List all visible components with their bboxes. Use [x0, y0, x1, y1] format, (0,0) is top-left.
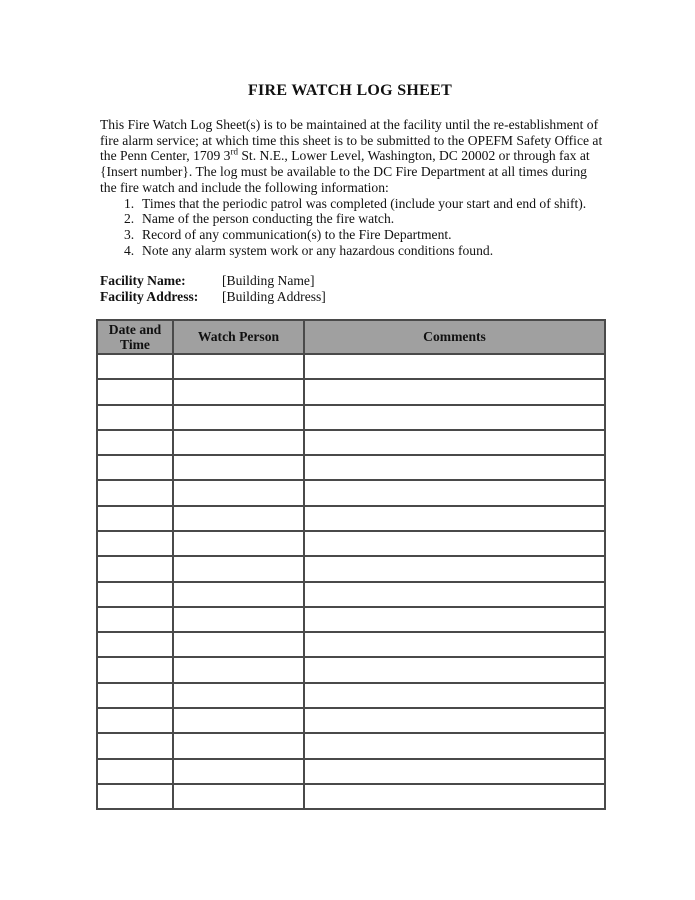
list-item-number: 1.	[124, 195, 135, 211]
list-item-number: 4.	[124, 242, 135, 258]
table-row	[97, 708, 605, 733]
cell-date-time	[97, 784, 173, 809]
intro-text-before-superscript: This Fire Watch Log Sheet(s) is to be maintained at the facility until the re-establishment of fire alarm service; at which time this sheet is to be submitted to the OPEFM Safety Office at the Penn Center, 1709 3	[100, 117, 603, 164]
cell-comments	[304, 354, 605, 379]
list-item-text: Times that the periodic patrol was completed (include your start and end of shift).	[142, 195, 587, 211]
facility-address-row	[100, 289, 604, 305]
page-title: FIRE WATCH LOG SHEET	[247, 82, 453, 99]
cell-date-time	[97, 480, 173, 505]
cell-watch-person	[173, 708, 304, 733]
cell-watch-person	[173, 784, 304, 809]
table-row	[97, 531, 605, 556]
cell-comments	[304, 480, 605, 505]
cell-date-time	[97, 531, 173, 556]
cell-watch-person	[173, 531, 304, 556]
list-item-number: 3.	[124, 226, 135, 242]
cell-watch-person	[173, 455, 304, 480]
cell-watch-person	[173, 759, 304, 784]
cell-comments	[304, 582, 605, 607]
cell-comments	[304, 405, 605, 430]
table-row	[97, 354, 605, 379]
cell-date-time	[97, 733, 173, 758]
cell-comments	[304, 657, 605, 682]
list-item	[100, 211, 604, 227]
cell-comments	[304, 430, 605, 455]
table-row	[97, 582, 605, 607]
list-item	[100, 227, 604, 243]
cell-comments	[304, 759, 605, 784]
cell-watch-person	[173, 733, 304, 758]
table-row	[97, 632, 605, 657]
list-item-text: Record of any communication(s) to the Fire Department.	[142, 226, 452, 242]
cell-date-time	[97, 683, 173, 708]
intro-paragraph	[100, 117, 604, 196]
cell-date-time	[97, 430, 173, 455]
cell-comments	[304, 733, 605, 758]
facility-address-label: Facility Address:	[100, 289, 199, 305]
table-row	[97, 455, 605, 480]
cell-watch-person	[173, 430, 304, 455]
header-row	[97, 320, 605, 354]
log-table-header	[97, 320, 605, 354]
facility-fields	[100, 273, 604, 305]
table-row	[97, 405, 605, 430]
cell-date-time	[97, 405, 173, 430]
cell-watch-person	[173, 480, 304, 505]
numbered-list	[100, 196, 604, 259]
cell-watch-person	[173, 405, 304, 430]
table-row	[97, 683, 605, 708]
cell-date-time	[97, 354, 173, 379]
list-item-text: Note any alarm system work or any hazardous conditions found.	[142, 242, 494, 258]
cell-date-time	[97, 455, 173, 480]
table-row	[97, 607, 605, 632]
cell-date-time	[97, 708, 173, 733]
list-item-text: Name of the person conducting the fire watch.	[142, 211, 395, 227]
header-cell-comments: Comments	[304, 320, 605, 354]
header-cell-date-time: Date and Time	[97, 320, 173, 354]
cell-comments	[304, 531, 605, 556]
table-row	[97, 506, 605, 531]
cell-watch-person	[173, 632, 304, 657]
facility-name-row	[100, 273, 604, 289]
cell-watch-person	[173, 607, 304, 632]
cell-watch-person	[173, 582, 304, 607]
cell-watch-person	[173, 683, 304, 708]
cell-date-time	[97, 506, 173, 531]
cell-comments	[304, 784, 605, 809]
cell-comments	[304, 556, 605, 581]
table-row	[97, 733, 605, 758]
table-row	[97, 480, 605, 505]
cell-date-time	[97, 607, 173, 632]
cell-date-time	[97, 556, 173, 581]
cell-watch-person	[173, 379, 304, 404]
cell-date-time	[97, 657, 173, 682]
table-row	[97, 430, 605, 455]
cell-comments	[304, 455, 605, 480]
cell-date-time	[97, 379, 173, 404]
cell-date-time	[97, 759, 173, 784]
table-row	[97, 784, 605, 809]
cell-date-time	[97, 582, 173, 607]
facility-name-label: Facility Name:	[100, 273, 186, 289]
list-item	[100, 243, 604, 259]
table-row	[97, 759, 605, 784]
header-cell-watch-person: Watch Person	[173, 320, 304, 354]
cell-comments	[304, 607, 605, 632]
list-item	[100, 196, 604, 212]
table-row	[97, 379, 605, 404]
cell-comments	[304, 708, 605, 733]
cell-date-time	[97, 632, 173, 657]
cell-comments	[304, 379, 605, 404]
cell-watch-person	[173, 506, 304, 531]
cell-watch-person	[173, 657, 304, 682]
intro-text-after-superscript: St. N.E., Lower Level, Washington, DC 20002 or through fax at {Insert number}. The log must be available to the DC Fire Department at all times during the fire watch and include the following information:	[100, 148, 590, 195]
table-row	[97, 556, 605, 581]
cell-comments	[304, 506, 605, 531]
cell-comments	[304, 632, 605, 657]
facility-name-value: [Building Name]	[222, 273, 315, 289]
cell-watch-person	[173, 354, 304, 379]
table-row	[97, 657, 605, 682]
cell-comments	[304, 683, 605, 708]
list-item-number: 2.	[124, 211, 135, 227]
facility-address-value: [Building Address]	[222, 289, 326, 305]
log-table-body	[97, 354, 605, 809]
ordinal-superscript: rd	[230, 146, 238, 157]
log-table	[96, 319, 606, 810]
cell-watch-person	[173, 556, 304, 581]
